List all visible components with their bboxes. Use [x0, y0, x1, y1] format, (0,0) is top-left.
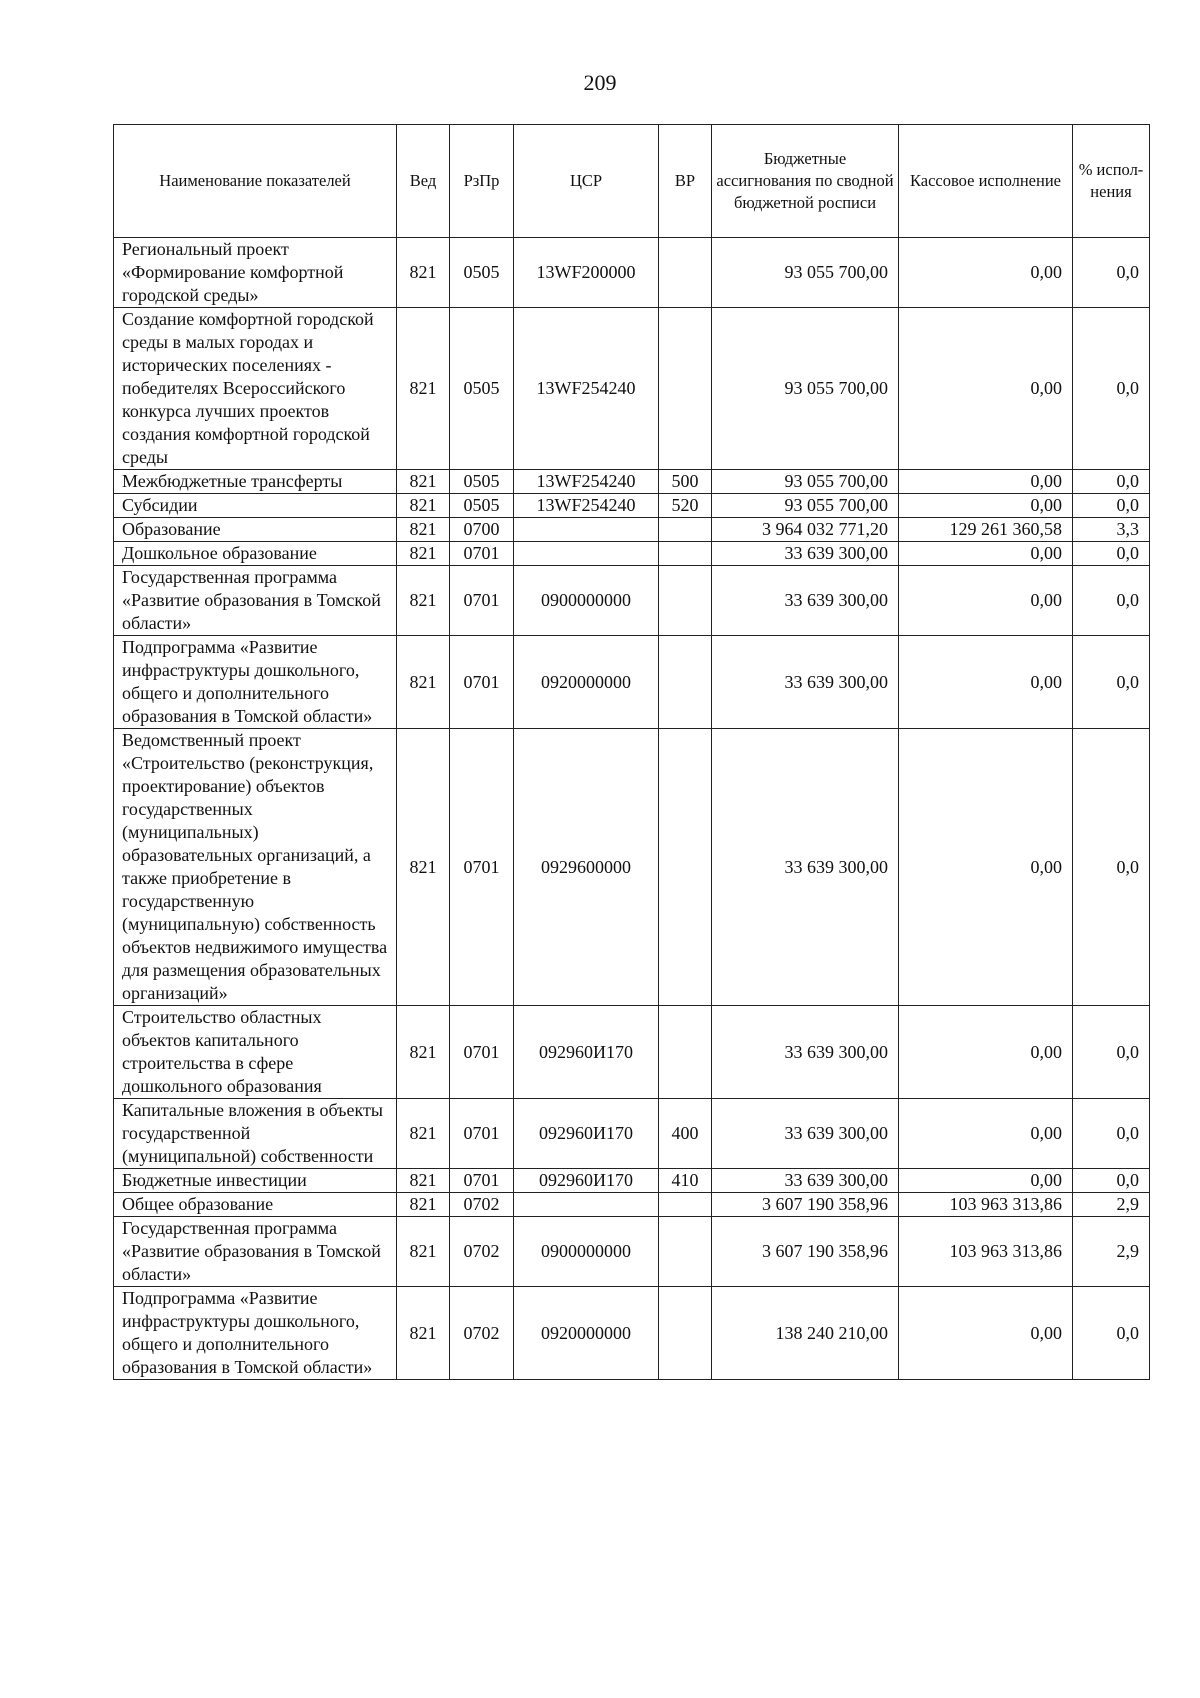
cell-csr: 0920000000	[514, 636, 659, 729]
cell-csr: 0929600000	[514, 729, 659, 1006]
cell-percent-execution: 0,0	[1073, 470, 1150, 494]
cell-percent-execution: 0,0	[1073, 566, 1150, 636]
cell-ved: 821	[397, 1169, 450, 1193]
cell-assignments: 33 639 300,00	[712, 1099, 899, 1169]
header-csr: ЦСР	[514, 125, 659, 238]
table-row	[114, 308, 1150, 470]
page-number: 209	[583, 70, 617, 95]
cell-percent-execution: 0,0	[1073, 1006, 1150, 1099]
table-row	[114, 542, 1150, 566]
cell-name: Капитальные вложения в объекты государственной (муниципальной) собственности	[114, 1099, 397, 1169]
cell-ved: 821	[397, 518, 450, 542]
cell-ved: 821	[397, 238, 450, 308]
cell-cash-execution: 129 261 360,58	[899, 518, 1073, 542]
cell-ved: 821	[397, 1287, 450, 1380]
table-row	[114, 470, 1150, 494]
cell-vr	[659, 308, 712, 470]
cell-assignments: 3 607 190 358,96	[712, 1217, 899, 1287]
cell-rzpr: 0700	[450, 518, 514, 542]
cell-csr: 092960И170	[514, 1006, 659, 1099]
cell-csr: 13WF254240	[514, 470, 659, 494]
header-ved: Вед	[397, 125, 450, 238]
cell-assignments: 33 639 300,00	[712, 1006, 899, 1099]
cell-cash-execution: 0,00	[899, 1006, 1073, 1099]
cell-name: Строительство областных объектов капитального строительства в сфере дошкольного образования	[114, 1006, 397, 1099]
cell-vr	[659, 1217, 712, 1287]
cell-ved: 821	[397, 729, 450, 1006]
cell-ved: 821	[397, 1099, 450, 1169]
cell-vr	[659, 1287, 712, 1380]
cell-name: Дошкольное образование	[114, 542, 397, 566]
header-assignments: Бюджетные ассигнования по сводной бюджетной росписи	[712, 125, 899, 238]
table-row	[114, 1287, 1150, 1380]
cell-percent-execution: 0,0	[1073, 308, 1150, 470]
cell-vr	[659, 1193, 712, 1217]
cell-ved: 821	[397, 636, 450, 729]
table-row	[114, 636, 1150, 729]
cell-rzpr: 0702	[450, 1193, 514, 1217]
cell-assignments: 33 639 300,00	[712, 566, 899, 636]
table-row	[114, 566, 1150, 636]
table-row	[114, 494, 1150, 518]
cell-rzpr: 0505	[450, 238, 514, 308]
cell-name: Ведомственный проект «Строительство (реконструкция, проектирование) объектов государственных (муниципальных) образовательных организаций, а также приобретение в государственную (муниципальную) собственность объектов недвижимого имущества для размещения образовательных организаций»	[114, 729, 397, 1006]
cell-assignments: 93 055 700,00	[712, 470, 899, 494]
table-row	[114, 1193, 1150, 1217]
cell-ved: 821	[397, 542, 450, 566]
cell-vr	[659, 566, 712, 636]
cell-cash-execution: 0,00	[899, 1287, 1073, 1380]
cell-percent-execution: 0,0	[1073, 1287, 1150, 1380]
cell-csr: 0920000000	[514, 1287, 659, 1380]
cell-percent-execution: 0,0	[1073, 542, 1150, 566]
cell-percent-execution: 0,0	[1073, 238, 1150, 308]
header-rzpr: РзПр	[450, 125, 514, 238]
cell-vr	[659, 238, 712, 308]
cell-ved: 821	[397, 1193, 450, 1217]
cell-cash-execution: 0,00	[899, 494, 1073, 518]
cell-csr: 13WF254240	[514, 308, 659, 470]
cell-rzpr: 0702	[450, 1287, 514, 1380]
cell-vr: 520	[659, 494, 712, 518]
cell-cash-execution: 0,00	[899, 729, 1073, 1006]
cell-ved: 821	[397, 1006, 450, 1099]
header-cash-execution: Кассовое исполнение	[899, 125, 1073, 238]
cell-rzpr: 0702	[450, 1217, 514, 1287]
cell-csr: 092960И170	[514, 1169, 659, 1193]
cell-name: Подпрограмма «Развитие инфраструктуры дошкольного, общего и дополнительного образования в Томской области»	[114, 1287, 397, 1380]
cell-cash-execution: 103 963 313,86	[899, 1217, 1073, 1287]
table-row	[114, 1099, 1150, 1169]
header-name: Наименование показателей	[114, 125, 397, 238]
cell-csr	[514, 1193, 659, 1217]
cell-percent-execution: 2,9	[1073, 1193, 1150, 1217]
cell-vr	[659, 636, 712, 729]
cell-percent-execution: 0,0	[1073, 1169, 1150, 1193]
cell-vr: 410	[659, 1169, 712, 1193]
cell-vr	[659, 542, 712, 566]
cell-cash-execution: 0,00	[899, 1169, 1073, 1193]
cell-name: Создание комфортной городской среды в малых городах и исторических поселениях - победителях Всероссийского конкурса лучших проектов создания комфортной городской среды	[114, 308, 397, 470]
cell-assignments: 3 964 032 771,20	[712, 518, 899, 542]
cell-percent-execution: 0,0	[1073, 636, 1150, 729]
cell-vr: 500	[659, 470, 712, 494]
cell-assignments: 93 055 700,00	[712, 238, 899, 308]
cell-percent-execution: 3,3	[1073, 518, 1150, 542]
table-row	[114, 1217, 1150, 1287]
cell-name: Подпрограмма «Развитие инфраструктуры дошкольного, общего и дополнительного образования в Томской области»	[114, 636, 397, 729]
table-row	[114, 1169, 1150, 1193]
cell-csr: 13WF254240	[514, 494, 659, 518]
header-percent-execution: % испол-нения	[1073, 125, 1150, 238]
cell-cash-execution: 0,00	[899, 566, 1073, 636]
cell-ved: 821	[397, 566, 450, 636]
cell-name: Межбюджетные трансферты	[114, 470, 397, 494]
table-row	[114, 518, 1150, 542]
cell-assignments: 33 639 300,00	[712, 636, 899, 729]
cell-name: Региональный проект «Формирование комфортной городской среды»	[114, 238, 397, 308]
cell-cash-execution: 0,00	[899, 308, 1073, 470]
cell-rzpr: 0701	[450, 1169, 514, 1193]
cell-vr	[659, 729, 712, 1006]
cell-ved: 821	[397, 470, 450, 494]
cell-ved: 821	[397, 308, 450, 470]
cell-percent-execution: 0,0	[1073, 494, 1150, 518]
cell-name: Бюджетные инвестиции	[114, 1169, 397, 1193]
cell-cash-execution: 0,00	[899, 238, 1073, 308]
cell-assignments: 93 055 700,00	[712, 494, 899, 518]
cell-csr: 092960И170	[514, 1099, 659, 1169]
table-row	[114, 729, 1150, 1006]
cell-csr: 13WF200000	[514, 238, 659, 308]
cell-assignments: 33 639 300,00	[712, 729, 899, 1006]
cell-assignments: 3 607 190 358,96	[712, 1193, 899, 1217]
cell-ved: 821	[397, 494, 450, 518]
cell-rzpr: 0505	[450, 494, 514, 518]
cell-vr	[659, 1006, 712, 1099]
header-vr: ВР	[659, 125, 712, 238]
table-row	[114, 238, 1150, 308]
cell-ved: 821	[397, 1217, 450, 1287]
cell-assignments: 33 639 300,00	[712, 542, 899, 566]
cell-csr: 0900000000	[514, 1217, 659, 1287]
cell-assignments: 33 639 300,00	[712, 1169, 899, 1193]
cell-percent-execution: 0,0	[1073, 1099, 1150, 1169]
cell-rzpr: 0701	[450, 1099, 514, 1169]
cell-rzpr: 0701	[450, 636, 514, 729]
cell-name: Образование	[114, 518, 397, 542]
cell-percent-execution: 2,9	[1073, 1217, 1150, 1287]
cell-rzpr: 0505	[450, 308, 514, 470]
cell-vr: 400	[659, 1099, 712, 1169]
cell-csr	[514, 542, 659, 566]
table-row	[114, 1006, 1150, 1099]
cell-cash-execution: 0,00	[899, 542, 1073, 566]
cell-name: Общее образование	[114, 1193, 397, 1217]
cell-vr	[659, 518, 712, 542]
cell-percent-execution: 0,0	[1073, 729, 1150, 1006]
cell-cash-execution: 103 963 313,86	[899, 1193, 1073, 1217]
table-header-row	[114, 125, 1150, 238]
cell-rzpr: 0701	[450, 729, 514, 1006]
cell-assignments: 93 055 700,00	[712, 308, 899, 470]
cell-assignments: 138 240 210,00	[712, 1287, 899, 1380]
cell-cash-execution: 0,00	[899, 470, 1073, 494]
cell-cash-execution: 0,00	[899, 636, 1073, 729]
cell-cash-execution: 0,00	[899, 1099, 1073, 1169]
cell-rzpr: 0505	[450, 470, 514, 494]
cell-name: Государственная программа «Развитие образования в Томской области»	[114, 1217, 397, 1287]
budget-table	[113, 124, 1150, 1380]
cell-name: Субсидии	[114, 494, 397, 518]
cell-rzpr: 0701	[450, 542, 514, 566]
cell-rzpr: 0701	[450, 1006, 514, 1099]
cell-name: Государственная программа «Развитие образования в Томской области»	[114, 566, 397, 636]
cell-csr: 0900000000	[514, 566, 659, 636]
cell-csr	[514, 518, 659, 542]
cell-rzpr: 0701	[450, 566, 514, 636]
